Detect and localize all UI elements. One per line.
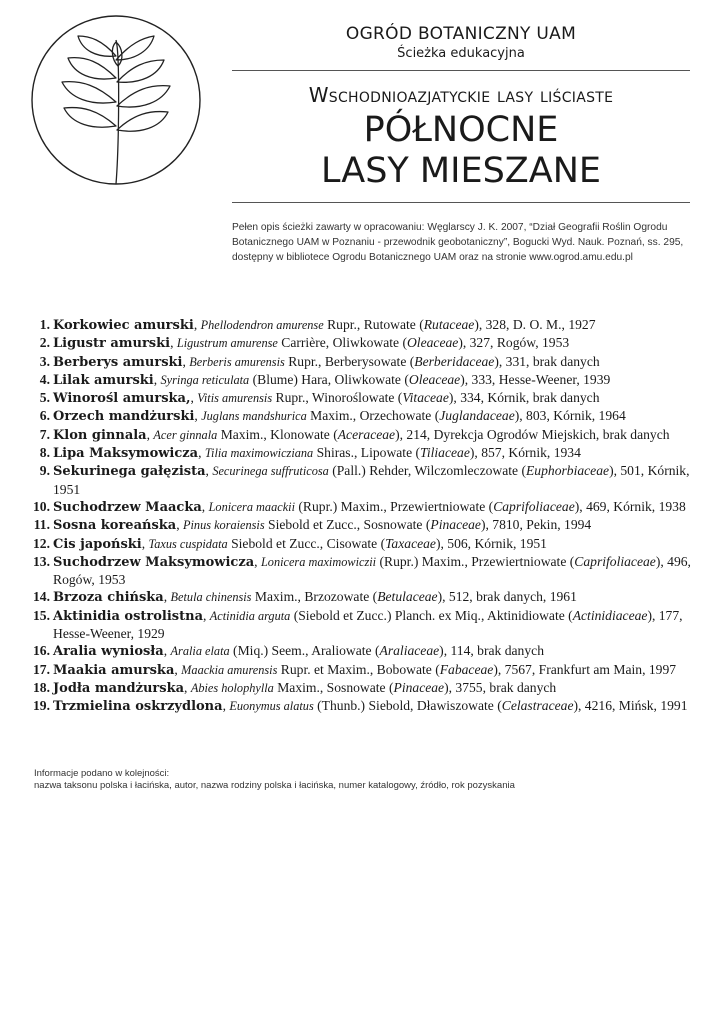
list-item: [26, 353, 706, 371]
list-item: [26, 535, 706, 553]
plant-latin-name: Syringa reticulata: [160, 372, 250, 387]
plant-polish-name: Lilak amurski: [53, 372, 154, 388]
plant-latin-name: Maackia amurensis: [181, 662, 278, 677]
family-latin-name: Celastraceae: [501, 698, 574, 714]
list-item: [26, 516, 706, 534]
plant-author-family: Carrière, Oliwkowate (: [281, 335, 407, 351]
list-item-text: Sosna koreańska, Pinus koraiensis Siebold et Zucc., Sosnowate (Pinaceae), 7810, Pekin, 1994: [53, 517, 592, 534]
plant-author-family: (Blume) Hara, Oliwkowate (: [252, 371, 409, 387]
org-subtitle: Ścieżka edukacyjna: [397, 46, 525, 61]
list-item-number: 17.: [33, 661, 50, 677]
plant-details: ), 114, brak danych: [439, 643, 544, 659]
family-latin-name: Rutaceae: [423, 317, 475, 332]
title-line-1: PÓŁNOCNE: [363, 110, 559, 150]
plant-latin-name: Euonymus alatus: [229, 699, 314, 714]
plant-polish-name: Lipa Maksymowicza: [53, 446, 199, 462]
plant-details: ), 177, Hesse-Weener, 1929: [53, 607, 683, 642]
family-latin-name: Pinaceae: [430, 517, 481, 533]
plant-polish-name: Maakia amurska: [53, 662, 175, 678]
footnote: [34, 768, 515, 792]
plant-latin-name: Acer ginnala: [153, 427, 218, 442]
list-item: [26, 444, 706, 462]
list-item-number: 1.: [39, 317, 50, 332]
plant-list: [26, 316, 706, 716]
plant-polish-name: Trzmielina oskrzydlona: [53, 699, 223, 715]
plant-details: ), 506, Kórnik, 1951: [435, 535, 547, 551]
plant-details: ), 501, Kórnik, 1951: [53, 463, 690, 497]
family-latin-name: Juglandaceae: [439, 408, 515, 424]
list-item: [26, 661, 706, 679]
plant-details: ), 857, Kórnik, 1934: [469, 445, 581, 461]
plant-author-family: Rupr., Berberysowate (: [288, 353, 415, 369]
list-item: [26, 334, 706, 352]
plant-details: ), 333, Hesse-Weener, 1939: [460, 371, 611, 387]
plant-latin-name: Lonicera maackii: [208, 499, 295, 514]
plant-author-family: Maxim., Orzechowate (: [310, 408, 440, 424]
title-line-2: LASY MIESZANE: [320, 151, 602, 191]
list-item-number: 5.: [39, 390, 50, 406]
list-item: [26, 498, 706, 516]
plant-details: ), 512, brak danych, 1961: [437, 589, 577, 605]
family-latin-name: Pinaceae: [393, 679, 445, 695]
source-note: Pełen opis ścieżki zawarty w opracowaniu: Węglarscy J. K. 2007, “Dział Geografii Roślin Ogrodu Botanicznego UAM w Poznaniu - przewodnik geobotaniczny”, Bogucki Wyd. Nauk. Poznań, ss. 295, dostępny w bibliotece Ogrodu Botanicznego UAM oraz na stronie www.ogrod.amu.edu.pl: [232, 222, 684, 263]
plant-polish-name: Orzech mandżurski: [53, 409, 195, 425]
plant-details: ), 469, Kórnik, 1938: [574, 498, 686, 514]
list-item: [26, 697, 706, 715]
list-item-text: Sekurinega gałęzista, Securinega suffruticosa (Pall.) Rehder, Wilczomleczowate (Euphorbiaceae), 501, Kórnik, 1951: [53, 463, 690, 497]
plant-author-family: (Rupr.) Maxim., Przewiertniowate (: [379, 553, 575, 569]
plant-author-family: Rupr. et Maxim., Bobowate (: [280, 661, 440, 677]
plant-author-family: Siebold et Zucc., Sosnowate (: [268, 517, 431, 533]
list-item-text: Klon ginnala, Acer ginnala Maxim., Klonowate (Aceraceae), 214, Dyrekcja Ogrodów Miejskich, brak danych: [53, 426, 670, 443]
list-item-number: 2.: [39, 335, 50, 351]
family-latin-name: Betulaceae: [377, 589, 438, 605]
plant-polish-name: Cis japoński: [53, 536, 142, 552]
plant-author-family: Maxim., Sosnowate (: [277, 679, 394, 695]
plant-author-family: (Pall.) Rehder, Wilczomleczowate (: [332, 463, 526, 479]
plant-latin-name: Pinus koraiensis: [183, 518, 265, 533]
plant-latin-name: Securinega suffruticosa: [212, 464, 329, 479]
plant-details: ), 496, Rogów, 1953: [53, 553, 691, 588]
list-item: [26, 553, 706, 589]
list-item: [26, 371, 706, 389]
plant-latin-name: Ligustrum amurense: [176, 336, 278, 351]
list-item-text: Winorośl amurska,, Vitis amurensis Rupr., Winoroślowate (Vitaceae), 334, Kórnik, brak danych: [53, 390, 600, 407]
list-item: [26, 426, 706, 444]
list-item-number: 15.: [33, 607, 50, 623]
plant-polish-name: Aralia wyniosła: [53, 644, 164, 660]
family-latin-name: Caprifoliaceae: [574, 553, 656, 569]
plant-author-family: Maxim., Brzozowate (: [254, 589, 378, 605]
footnote-line-1: Informacje podano w kolejności:: [34, 768, 170, 779]
plant-latin-name: Abies holophylla: [190, 680, 274, 695]
family-latin-name: Caprifoliaceae: [493, 498, 575, 514]
plant-latin-name: Actinidia arguta: [209, 608, 291, 623]
plant-author-family: (Thunb.) Siebold, Dławiszowate (: [317, 698, 502, 714]
list-item-number: 14.: [33, 589, 50, 605]
family-latin-name: Oleaceae: [408, 371, 461, 387]
plant-details: ), 331, brak danych: [494, 353, 600, 369]
list-item: [26, 588, 706, 606]
list-item-text: Jodła mandżurska, Abies holophylla Maxim., Sosnowate (Pinaceae), 3755, brak danych: [53, 679, 557, 696]
list-item-text: Korkowiec amurski, Phellodendron amurense Rupr., Rutowate (Rutaceae), 328, D. O. M., 1927: [53, 317, 596, 333]
list-item-number: 7.: [39, 426, 50, 442]
header-divider-bottom: [232, 202, 690, 203]
plant-details: ), 328, D. O. M., 1927: [474, 317, 596, 332]
plant-author-family: (Miq.) Seem., Araliowate (: [233, 643, 380, 659]
list-item-text: Cis japoński, Taxus cuspidata Siebold et Zucc., Cisowate (Taxaceae), 506, Kórnik, 1951: [53, 535, 547, 552]
compound-leaf-icon: [30, 14, 202, 186]
list-item-text: Aktinidia ostrolistna, Actinidia arguta (Siebold et Zucc.) Planch. ex Miq., Aktinidiowate (Actinidiaceae), 177, Hesse-Weener, 1929: [53, 607, 683, 642]
list-item-text: Suchodrzew Maacka, Lonicera maackii (Rupr.) Maxim., Przewiertniowate (Caprifoliaceae), 469, Kórnik, 1938: [53, 498, 686, 515]
plant-polish-name: Brzoza chińska: [53, 590, 164, 606]
list-item-number: 6.: [39, 408, 50, 424]
list-item-text: Suchodrzew Maksymowicza, Lonicera maximowiczii (Rupr.) Maxim., Przewiertniowate (Caprifoliaceae), 496, Rogów, 1953: [53, 553, 691, 588]
header-divider-top: [232, 70, 690, 71]
list-item-number: 19.: [33, 698, 50, 714]
family-latin-name: Vitaceae: [402, 390, 449, 406]
list-item-number: 11.: [33, 517, 50, 533]
list-item: [26, 679, 706, 697]
list-item-number: 8.: [39, 445, 50, 461]
list-item-number: 4.: [39, 371, 50, 387]
list-item-number: 12.: [33, 535, 50, 551]
plant-author-family: (Siebold et Zucc.) Planch. ex Miq., Aktinidiowate (: [293, 607, 573, 623]
list-item-text: Maakia amurska, Maackia amurensis Rupr. et Maxim., Bobowate (Fabaceae), 7567, Frankfurt am Main, 1997: [53, 661, 677, 678]
plant-latin-name: Juglans mandshurica: [201, 409, 307, 424]
list-item-text: Aralia wyniosła, Aralia elata (Miq.) Seem., Araliowate (Araliaceae), 114, brak danych: [53, 643, 544, 660]
plant-latin-name: Taxus cuspidata: [148, 536, 228, 551]
list-item: [26, 642, 706, 660]
sub-heading: Wschodnioazjatyckie lasy liściaste: [308, 83, 614, 107]
list-item-text: Brzoza chińska, Betula chinensis Maxim., Brzozowate (Betulaceae), 512, brak danych, 1961: [53, 589, 577, 606]
plant-polish-name: Jodła mandżurska: [53, 680, 185, 696]
plant-polish-name: Winorośl amurska,: [53, 391, 191, 407]
family-latin-name: Taxaceae: [385, 535, 436, 551]
family-latin-name: Aceraceae: [337, 426, 396, 442]
plant-author-family: Siebold et Zucc., Cisowate (: [231, 535, 386, 551]
list-item-text: Berberys amurski, Berberis amurensis Rupr., Berberysowate (Berberidaceae), 331, brak danych: [53, 353, 600, 370]
family-latin-name: Euphorbiaceae: [526, 463, 610, 479]
list-item-text: Lilak amurski, Syringa reticulata (Blume) Hara, Oliwkowate (Oleaceae), 333, Hesse-Weener, 1939: [53, 371, 611, 388]
family-latin-name: Berberidaceae: [414, 353, 495, 369]
list-item: [26, 462, 706, 498]
plant-latin-name: Aralia elata: [170, 644, 230, 659]
plant-author-family: Rupr., Winoroślowate (: [275, 390, 403, 406]
plant-latin-name: Lonicera maximowiczii: [260, 554, 377, 569]
list-item-text: Ligustr amurski, Ligustrum amurense Carrière, Oliwkowate (Oleaceae), 327, Rogów, 1953: [53, 335, 570, 352]
list-item-text: Orzech mandżurski, Juglans mandshurica Maxim., Orzechowate (Juglandaceae), 803, Kórnik, 1964: [53, 408, 626, 425]
plant-author-family: Maxim., Klonowate (: [220, 426, 338, 442]
plant-details: ), 7567, Frankfurt am Main, 1997: [493, 661, 677, 677]
list-item-number: 13.: [33, 553, 50, 569]
list-item-text: Trzmielina oskrzydlona, Euonymus alatus (Thunb.) Siebold, Dławiszowate (Celastraceae), 4216, Mińsk, 1991: [53, 698, 688, 715]
list-item: [26, 607, 706, 643]
plant-details: ), 803, Kórnik, 1964: [514, 408, 626, 424]
plant-latin-name: Berberis amurensis: [189, 354, 285, 369]
plant-details: ), 3755, brak danych: [444, 679, 557, 695]
plant-latin-name: Vitis amurensis: [197, 391, 273, 406]
list-item-number: 3.: [39, 353, 50, 369]
list-item-number: 9.: [39, 463, 50, 479]
plant-polish-name: Suchodrzew Maacka: [53, 499, 202, 515]
plant-details: ), 334, Kórnik, brak danych: [448, 390, 600, 406]
org-title: OGRÓD BOTANICZNY UAM: [345, 24, 577, 44]
page-title: [232, 110, 690, 192]
plant-details: ), 214, Dyrekcja Ogrodów Miejskich, brak danych: [395, 426, 670, 442]
plant-details: ), 327, Rogów, 1953: [458, 335, 570, 351]
plant-polish-name: Aktinidia ostrolistna: [53, 608, 203, 624]
list-item: [26, 407, 706, 425]
footnote-line-2: nazwa taksonu polska i łacińska, autor, nazwa rodziny polska i łacińska, numer katalogowy, źródło, rok pozyskania: [34, 780, 515, 791]
family-latin-name: Actinidiaceae: [572, 607, 648, 623]
plant-latin-name: Phellodendron amurense: [200, 318, 324, 332]
plant-latin-name: Tilia maximowicziana: [204, 446, 314, 461]
plant-author-family: Shiras., Lipowate (: [316, 445, 421, 461]
list-item: [26, 389, 706, 407]
plant-details: ), 7810, Pekin, 1994: [480, 517, 592, 533]
plant-polish-name: Ligustr amurski: [53, 336, 171, 352]
family-latin-name: Oleaceae: [406, 335, 459, 351]
plant-polish-name: Korkowiec amurski: [53, 318, 194, 333]
family-latin-name: Fabaceae: [439, 661, 494, 677]
list-item-number: 16.: [33, 643, 50, 659]
plant-polish-name: Suchodrzew Maksymowicza: [53, 554, 255, 570]
plant-polish-name: Sekurinega gałęzista: [53, 464, 206, 480]
plant-latin-name: Betula chinensis: [170, 590, 252, 605]
list-item-number: 10.: [33, 498, 50, 514]
plant-polish-name: Klon ginnala: [53, 427, 147, 443]
list-item: [26, 316, 706, 334]
family-latin-name: Tiliaceae: [420, 445, 470, 461]
list-item-text: Lipa Maksymowicza, Tilia maximowicziana Shiras., Lipowate (Tiliaceae), 857, Kórnik, 1934: [53, 445, 581, 462]
plant-details: ), 4216, Mińsk, 1991: [573, 698, 688, 714]
plant-polish-name: Berberys amurski: [53, 354, 183, 370]
list-item-number: 18.: [33, 679, 50, 695]
plant-author-family: (Rupr.) Maxim., Przewiertniowate (: [298, 498, 494, 514]
family-latin-name: Araliaceae: [379, 643, 440, 659]
plant-polish-name: Sosna koreańska: [53, 518, 177, 534]
plant-author-family: Rupr., Rutowate (: [327, 317, 424, 332]
